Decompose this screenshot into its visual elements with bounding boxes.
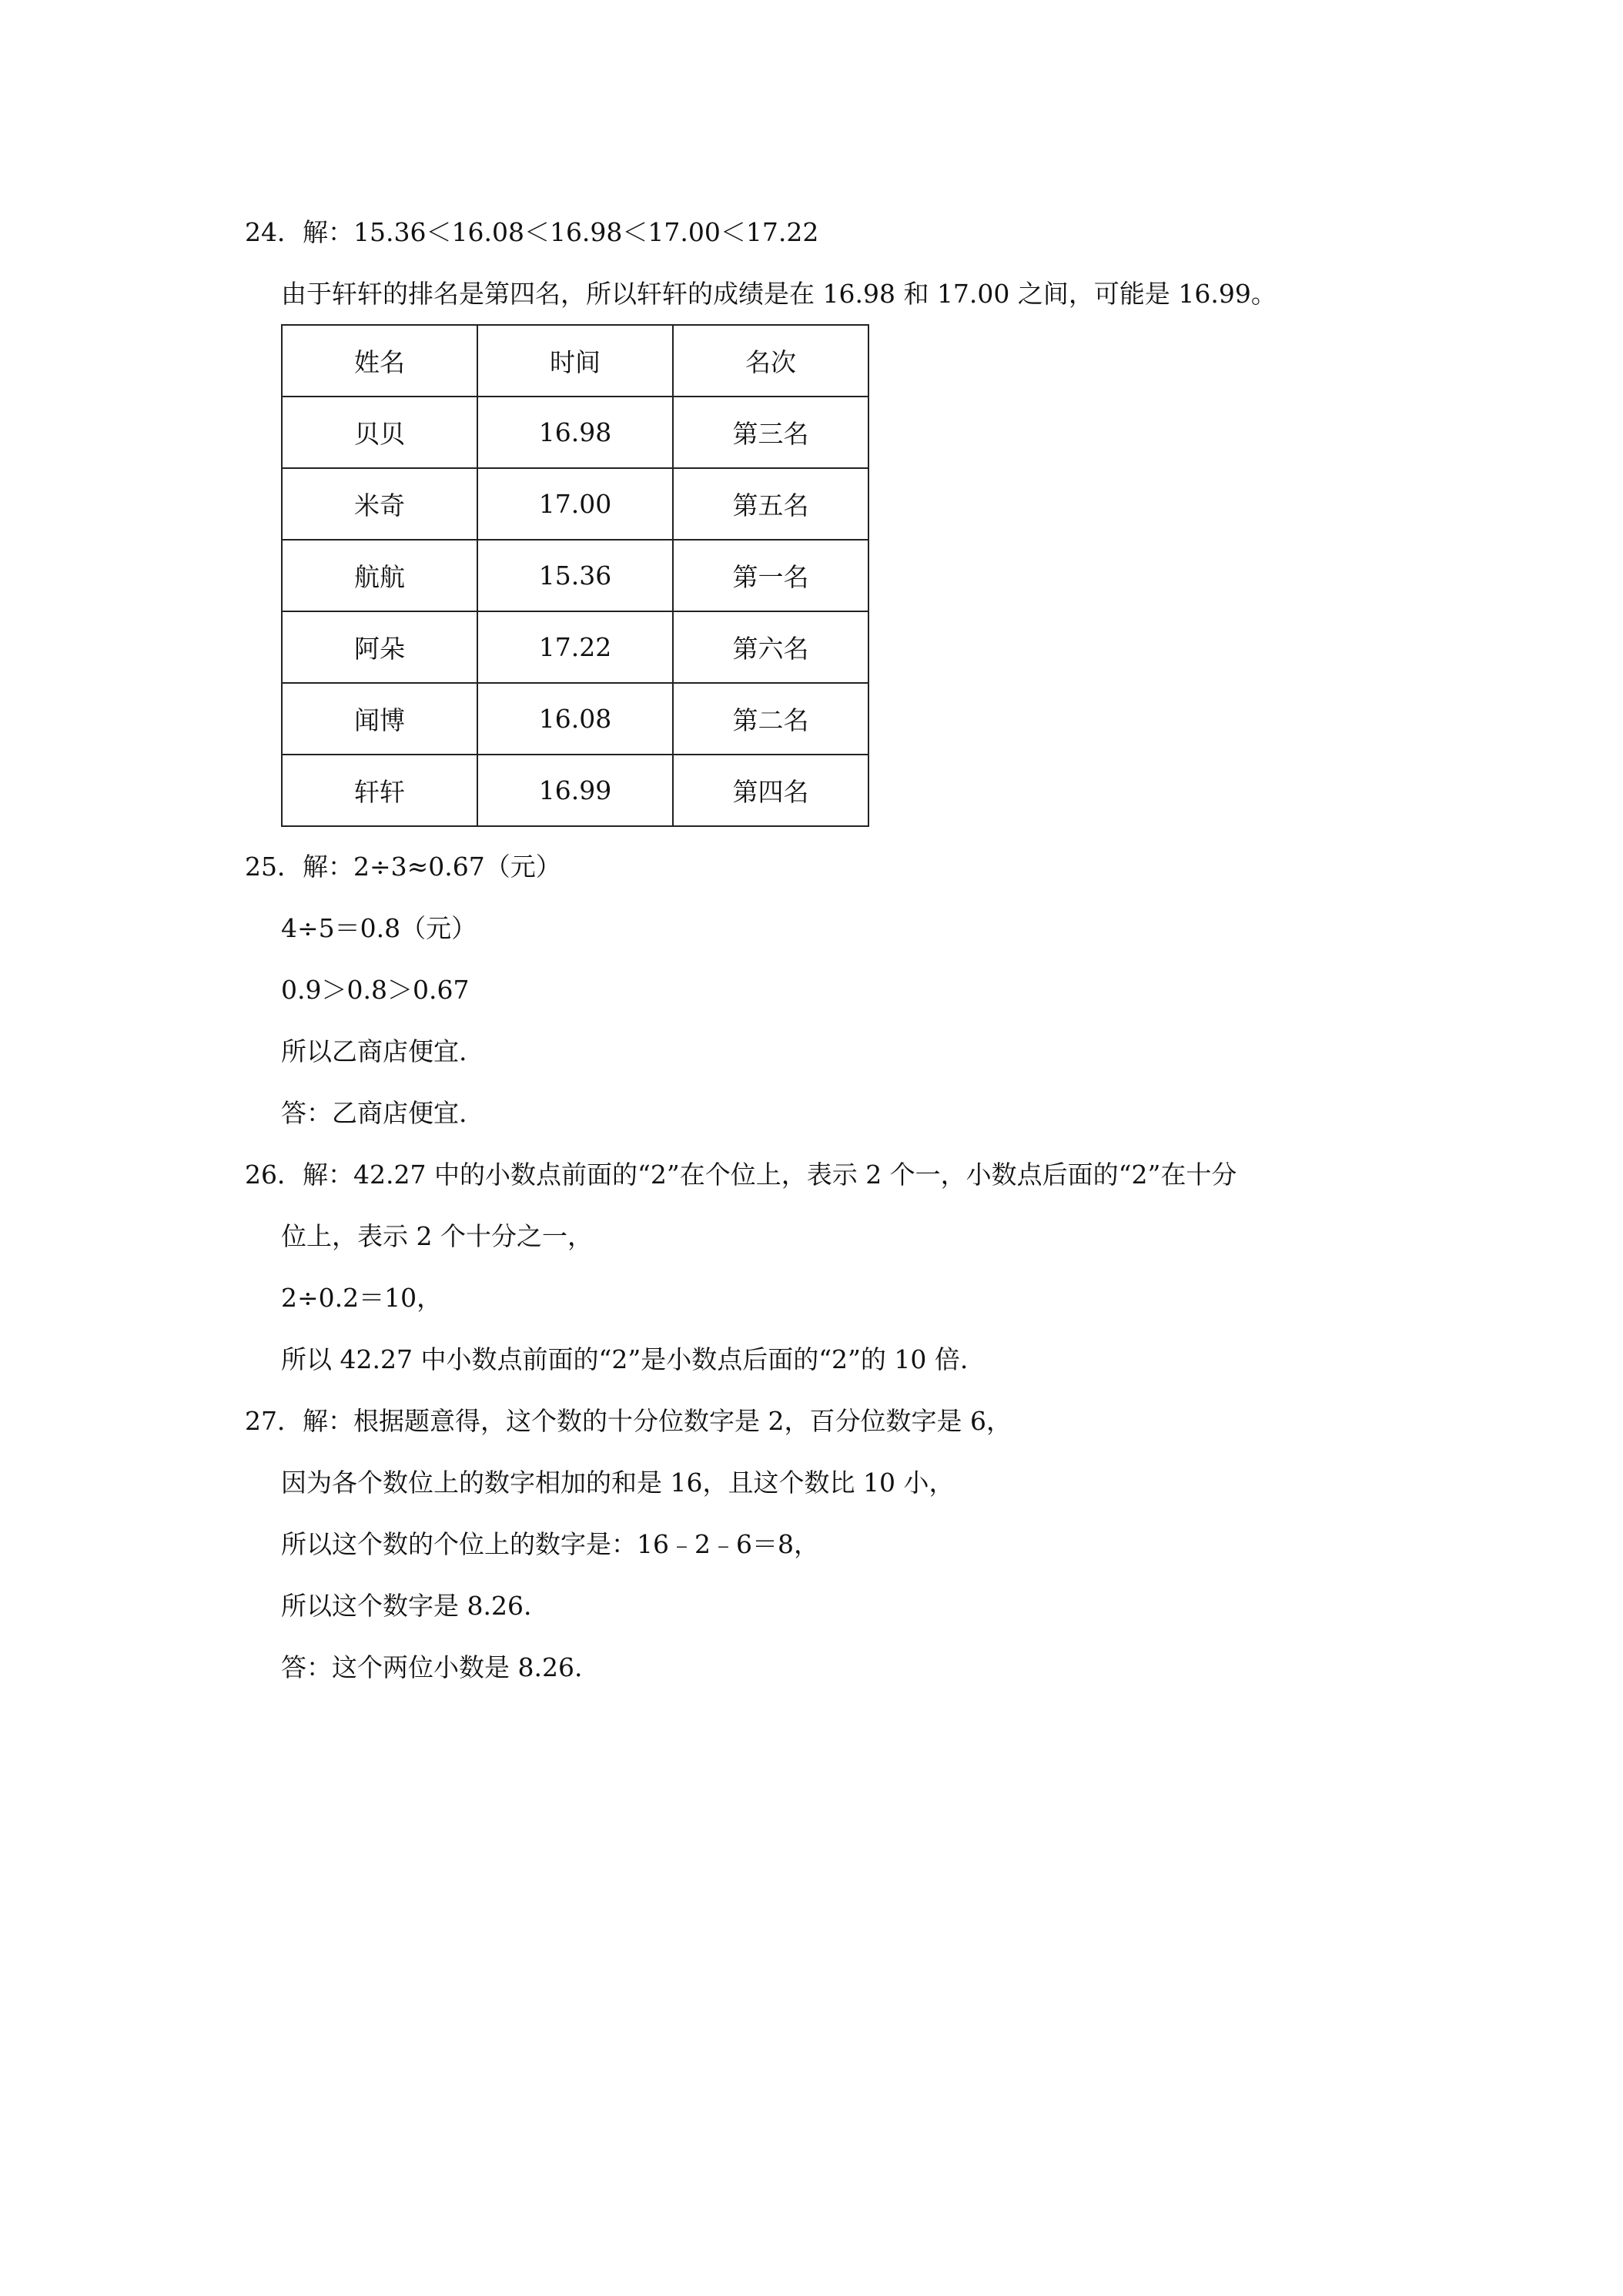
table-cell: 16.98	[477, 397, 673, 468]
q26-number: 26．	[245, 1160, 303, 1190]
q25-solution-text: 解：2÷3≈0.67（元）	[303, 852, 561, 882]
table-row	[282, 683, 868, 755]
table-cell: 轩轩	[282, 755, 477, 826]
q27-line4: 所以这个数字是 8.26.	[281, 1591, 532, 1621]
q27-solution-text: 解：根据题意得，这个数的十分位数字是 2，百分位数字是 6，	[303, 1406, 1012, 1436]
table-header-row	[282, 325, 868, 397]
table-cell: 17.22	[477, 611, 673, 683]
q27-line3: 所以这个数的个位上的数字是：16﹣2﹣6＝8，	[281, 1529, 819, 1559]
table-header-cell: 名次	[673, 325, 868, 397]
table-row	[282, 755, 868, 826]
q24-line1	[245, 217, 818, 248]
table-cell: 第五名	[673, 468, 868, 540]
q27-answer: 答：这个两位小数是 8.26.	[281, 1652, 583, 1682]
table-cell: 闻博	[282, 683, 477, 755]
q24-solution-text: 解：15.36＜16.08＜16.98＜17.00＜17.22	[303, 217, 819, 247]
table-row	[282, 540, 868, 611]
table-cell: 17.00	[477, 468, 673, 540]
table-cell: 16.08	[477, 683, 673, 755]
q25-answer: 答：乙商店便宜.	[281, 1098, 467, 1128]
q26-line3: 2÷0.2＝10，	[281, 1283, 443, 1313]
table-header-cell: 姓名	[282, 325, 477, 397]
q24-number: 24．	[245, 217, 303, 247]
q27-line2: 因为各个数位上的数字相加的和是 16，且这个数比 10 小，	[281, 1468, 955, 1498]
table-row	[282, 397, 868, 468]
q25-number: 25．	[245, 852, 303, 882]
table-cell: 第四名	[673, 755, 868, 826]
table-cell: 15.36	[477, 540, 673, 611]
table-cell: 阿朵	[282, 611, 477, 683]
table-cell: 航航	[282, 540, 477, 611]
q25-line3: 0.9＞0.8＞0.67	[281, 975, 470, 1005]
table-cell: 第六名	[673, 611, 868, 683]
table-cell: 米奇	[282, 468, 477, 540]
q25-line4: 所以乙商店便宜.	[281, 1036, 467, 1066]
table-cell: 贝贝	[282, 397, 477, 468]
table-header-cell: 时间	[477, 325, 673, 397]
table-cell: 16.99	[477, 755, 673, 826]
table-row	[282, 611, 868, 683]
q25-line2: 4÷5＝0.8（元）	[281, 913, 477, 943]
table-cell: 第三名	[673, 397, 868, 468]
ranking-table	[281, 324, 869, 827]
table-cell: 第二名	[673, 683, 868, 755]
q24-line2: 由于轩轩的排名是第四名，所以轩轩的成绩是在 16.98 和 17.00 之间，可能是 16.99。	[281, 279, 1277, 309]
q27-line1	[245, 1406, 1012, 1437]
q26-conclusion: 所以 42.27 中小数点前面的“2”是小数点后面的“2”的 10 倍.	[281, 1344, 969, 1374]
table-cell: 第一名	[673, 540, 868, 611]
q25-line1	[245, 852, 561, 882]
q27-number: 27．	[245, 1406, 303, 1436]
q26-solution-text: 解：42.27 中的小数点前面的“2”在个位上，表示 2 个一，小数点后面的“2”在十分	[303, 1160, 1237, 1190]
table-row	[282, 468, 868, 540]
q26-line1	[245, 1160, 1236, 1190]
q26-line2: 位上，表示 2 个十分之一，	[281, 1221, 593, 1251]
